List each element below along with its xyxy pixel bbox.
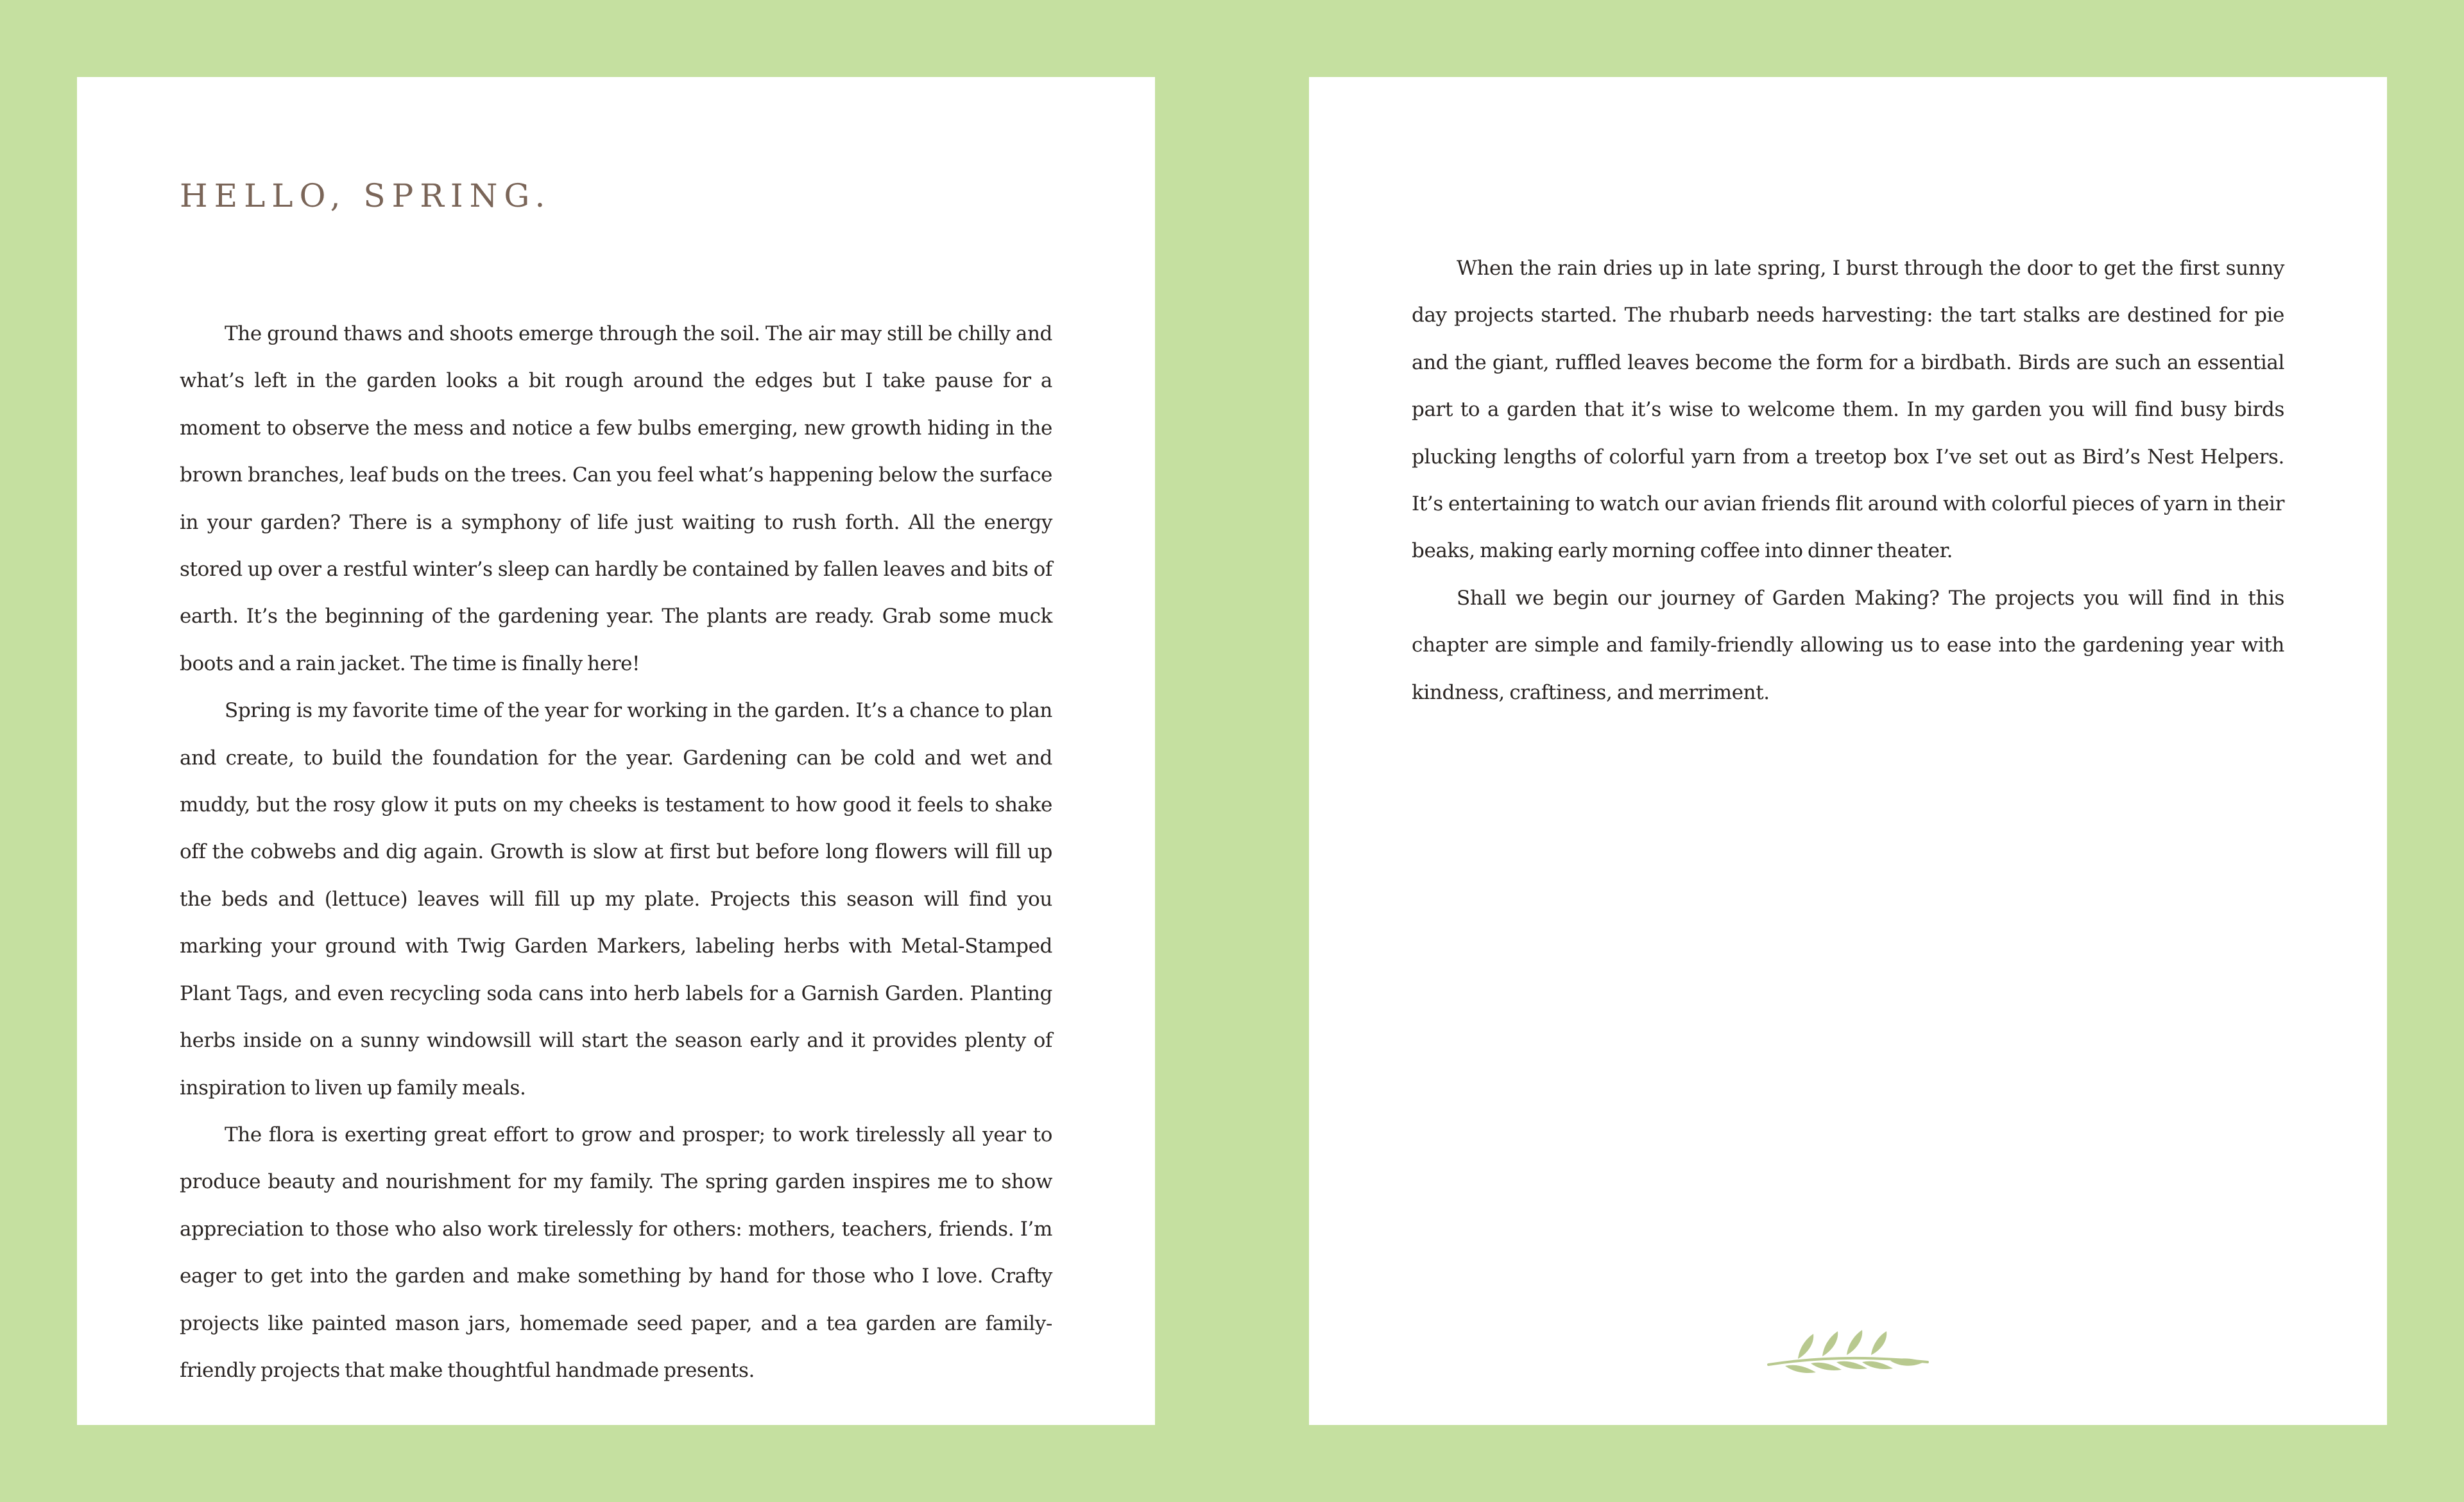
body-paragraph: Spring is my favorite time of the year for working in the garden. It’s a chance to plan and create, to build the foundation for the year. Gardening can be cold and wet and muddy, but the rosy glow it puts on my cheeks is testament to how good it feels to shake off the cobwebs and dig again. Growth is slow at first but before long flowers will fill up the beds and (lettuce) leaves will fill up my plate. Projects this season will find you marking your ground with Twig Garden Markers, labeling herbs with Metal-Stamped Plant Tags, and even recycling soda cans into herb labels for a Garnish Garden. Planting herbs inside on a sunny windowsill will start the season early and it provides plenty of inspiration to liven up family meals. (180, 699, 1052, 1100)
left-page-body (180, 311, 1052, 1394)
body-paragraph: The flora is exerting great effort to grow and prosper; to work tirelessly all year to produce beauty and nourishment for my family. The spring garden inspires me to show appreciation to those who also work tirelessly for others: mothers, teachers, friends. I’m eager to get into the garden and make something by hand for those who I love. Crafty projects like painted mason jars, homemade seed paper, and a tea garden are family-friendly projects that make thoughtful handmade presents. (180, 1123, 1052, 1382)
leaf-sprig-icon (1765, 1329, 1931, 1374)
body-paragraph: The ground thaws and shoots emerge through the soil. The air may still be chilly and what’s left in the garden looks a bit rough around the edges but I take pause for a moment to observe the mess and notice a few bulbs emerging, new growth hiding in the brown branches, leaf buds on the trees. Can you feel what’s happening below the surface in your garden? There is a symphony of life just waiting to rush forth. All the energy stored up over a restful winter’s sleep can hardly be contained by fallen leaves and bits of earth. It’s the beginning of the gardening year. The plants are ready. Grab some muck boots and a rain jacket. The time is finally here! (180, 322, 1052, 675)
body-paragraph: When the rain dries up in late spring, I burst through the door to get the first sunny day projects started. The rhubarb needs harvesting: the tart stalks are destined for pie and the giant, ruffled leaves become the form for a birdbath. Birds are such an essential part to a garden that it’s wise to welcome them. In my garden you will find busy birds plucking lengths of colorful yarn from a treetop box I’ve set out as Bird’s Nest Helpers. It’s entertaining to watch our avian friends flit around with colorful pieces of yarn in their beaks, making early morning coffee into dinner theater. (1412, 257, 2284, 563)
right-page (1309, 77, 2387, 1425)
chapter-heading: HELLO, SPRING. (180, 177, 552, 214)
left-page (77, 77, 1155, 1425)
right-page-body (1412, 245, 2284, 716)
body-paragraph: Shall we begin our journey of Garden Making? The projects you will find in this chapter are simple and family-friendly allowing us to ease into the gardening year with kindness, craftiness, and merriment. (1412, 586, 2284, 704)
